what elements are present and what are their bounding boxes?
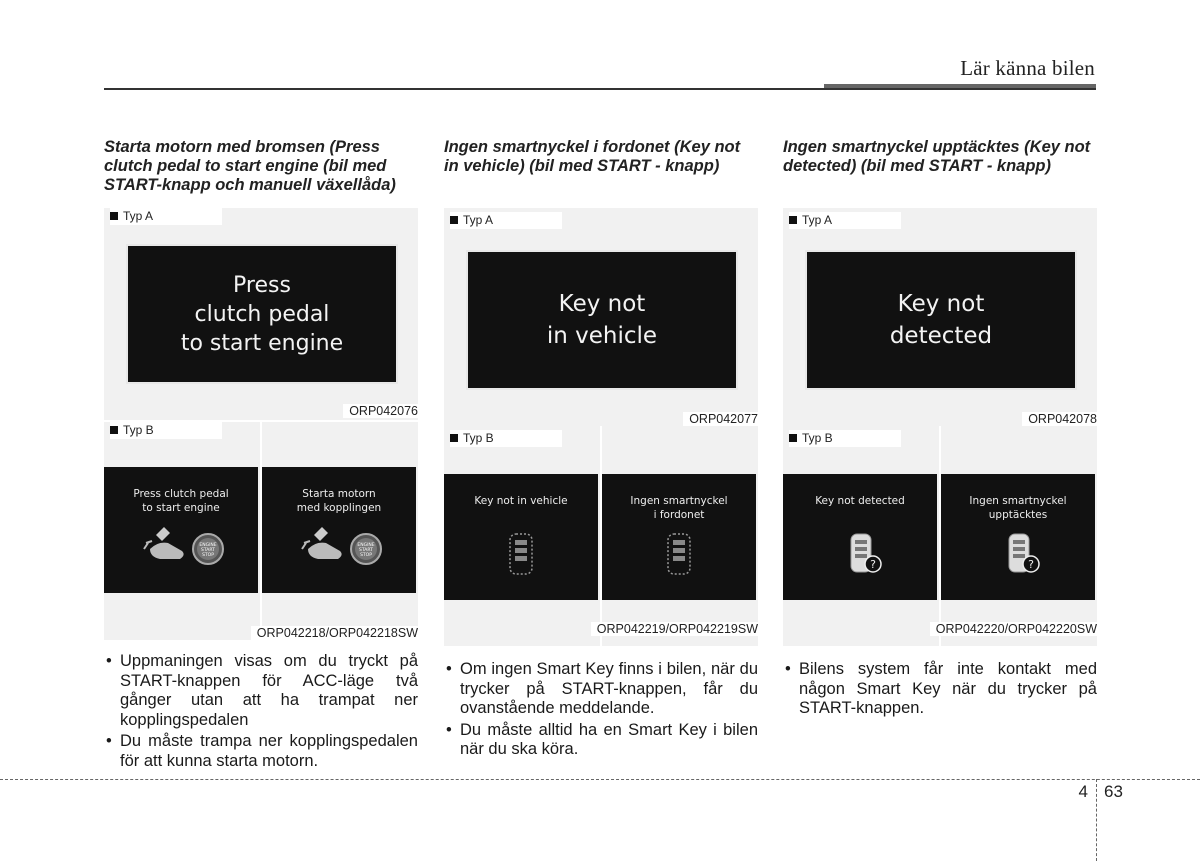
cluster-panel-swedish — [941, 474, 1095, 600]
list-item: • Om ingen Smart Key finns i bilen, när du trycker på START-knappen, får du ovanstående meddelande. — [444, 660, 758, 719]
smart-key-icon — [602, 474, 756, 600]
figure-type-b — [104, 422, 418, 640]
smart-key-question-icon — [941, 474, 1095, 600]
svg-text:STOP: STOP — [202, 553, 214, 558]
figure-code: ORP042078 — [1022, 412, 1097, 426]
header-rule — [104, 88, 1096, 90]
cluster-panel-english — [444, 474, 598, 600]
smart-key-question-icon — [783, 474, 937, 600]
type-label: Typ A — [450, 212, 562, 229]
display-message: Key not in vehicle — [546, 291, 658, 349]
bullet-list — [444, 660, 758, 760]
figure-code: ORP042076 — [343, 404, 418, 418]
list-item: • Du måste alltid ha en Smart Key i bilen när du ska köra. — [444, 721, 758, 760]
page-section-number: 4 — [1078, 782, 1088, 801]
type-label: Typ B — [110, 422, 222, 439]
svg-text:?: ? — [870, 558, 876, 571]
panel-message: Press clutch pedal to start engine — [133, 488, 229, 514]
type-label: Typ B — [450, 430, 562, 447]
footer-dashed-rule — [0, 779, 1200, 780]
figure-type-a — [444, 208, 758, 426]
page-header-title: Lär känna bilen — [960, 56, 1095, 80]
footer-dashed-divider — [1096, 779, 1097, 861]
column-key-not-in-vehicle — [444, 138, 758, 762]
figure-code: ORP042220/ORP042220SW — [930, 622, 1097, 636]
list-item: • Du måste trampa ner kopplingspedalen för att kunna starta motorn. — [104, 732, 418, 771]
cluster-panel-swedish — [602, 474, 756, 600]
section-heading: Starta motorn med bromsen (Press clutch pedal to start engine (bil med START-knapp och manuell växellåda) — [104, 138, 396, 194]
display-screen — [126, 244, 398, 384]
square-bullet-icon — [789, 216, 797, 224]
svg-text:STOP: STOP — [360, 553, 372, 558]
list-item: • Uppmaningen visas om du tryckt på START-knappen för ACC-läge två gånger utan att ha trampat ner kopplingspedalen — [104, 652, 418, 730]
bullet-list — [783, 660, 1097, 719]
display-message: Press clutch pedal to start engine — [180, 272, 344, 356]
square-bullet-icon — [110, 426, 118, 434]
square-bullet-icon — [789, 434, 797, 442]
type-label: Typ B — [789, 430, 901, 447]
panel-message: Ingen smartnyckel upptäcktes — [969, 495, 1067, 521]
bullet-list — [104, 652, 418, 771]
figure-code: ORP042219/ORP042219SW — [591, 622, 758, 636]
figure-type-b — [783, 426, 1097, 646]
page-number: 63 — [1104, 782, 1123, 801]
section-heading: Ingen smartnyckel i fordonet (Key not in vehicle) (bil med START - knapp) — [444, 138, 741, 175]
display-message: Key not detected — [889, 291, 993, 349]
clutch-pedal-icon — [262, 467, 416, 593]
svg-text:ENGINE: ENGINE — [199, 543, 217, 548]
square-bullet-icon — [110, 212, 118, 220]
clutch-pedal-icon — [104, 467, 258, 593]
svg-text:?: ? — [1028, 558, 1034, 571]
figure-type-a — [783, 208, 1097, 426]
panel-message: Starta motorn med kopplingen — [296, 488, 382, 514]
figure-code: ORP042218/ORP042218SW — [251, 626, 418, 640]
cluster-panel-english — [783, 474, 937, 600]
figure-type-a — [104, 208, 418, 420]
column-key-not-detected — [783, 138, 1097, 721]
figure-type-b — [444, 426, 758, 646]
square-bullet-icon — [450, 434, 458, 442]
svg-text:START: START — [359, 548, 373, 553]
square-bullet-icon — [450, 216, 458, 224]
svg-text:START: START — [201, 548, 215, 553]
panel-message: Key not detected — [815, 495, 905, 507]
smart-key-icon — [444, 474, 598, 600]
cluster-panel-swedish — [262, 467, 416, 593]
panel-message: Key not in vehicle — [474, 495, 568, 507]
display-screen — [805, 250, 1077, 390]
section-heading: Ingen smartnyckel upptäcktes (Key not detected) (bil med START - knapp) — [783, 138, 1091, 175]
svg-text:ENGINE: ENGINE — [357, 543, 375, 548]
type-label: Typ A — [110, 208, 222, 225]
panel-message: Ingen smartnyckel i fordonet — [630, 495, 728, 521]
figure-code: ORP042077 — [683, 412, 758, 426]
list-item: • Bilens system får inte kontakt med någon Smart Key när du trycker på START-knappen. — [783, 660, 1097, 719]
display-screen — [466, 250, 738, 390]
type-label: Typ A — [789, 212, 901, 229]
cluster-panel-english — [104, 467, 258, 593]
column-clutch-pedal — [104, 138, 418, 773]
